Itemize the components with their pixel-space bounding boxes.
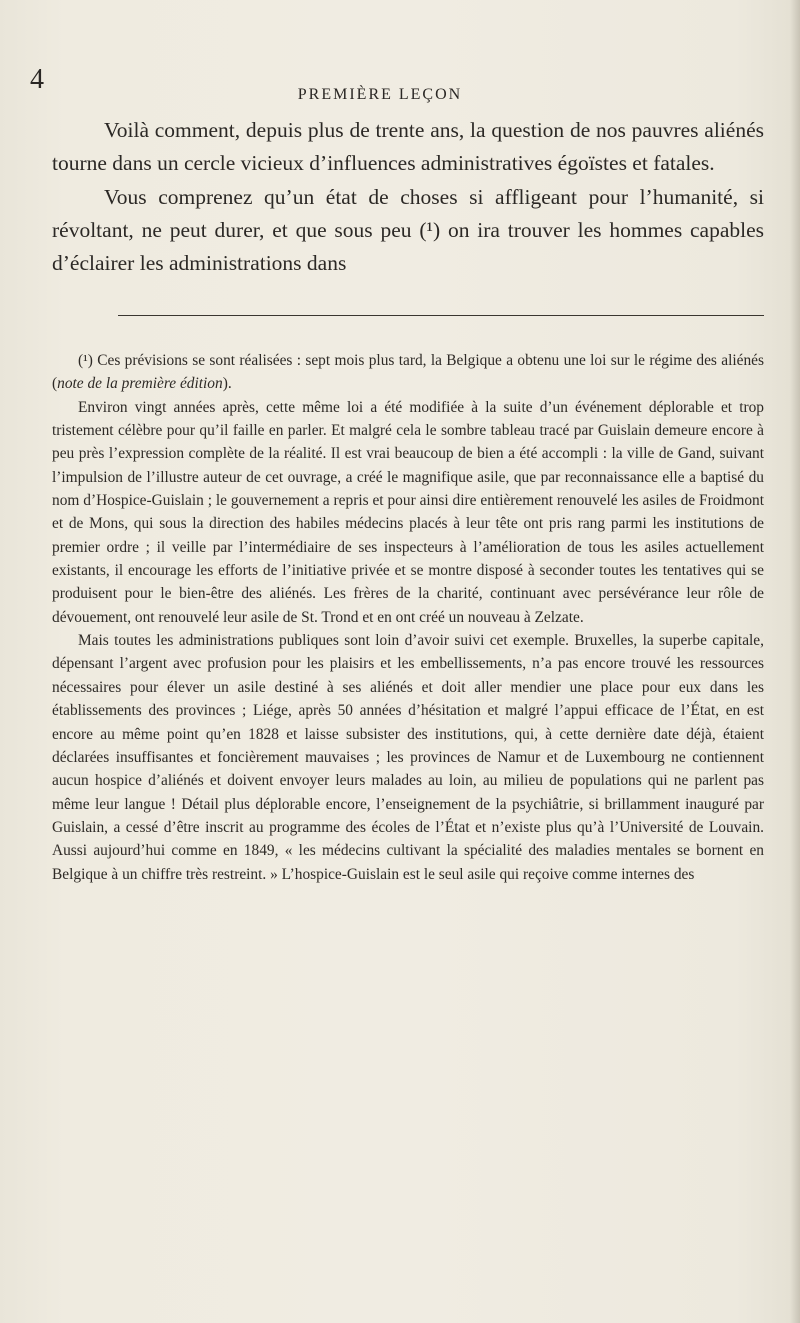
body-paragraph-2-end: on ira trouver les hommes capables d’éclairer les administrations dans — [52, 217, 765, 276]
running-head: PREMIÈRE LEÇON — [297, 86, 463, 103]
body-paragraph-1: Voilà comment, depuis plus de trente ans, la question de nos pauvres aliénés tourne dans un cercle vicieux d’influences administratives égoïstes et fatales. — [52, 118, 764, 176]
footnote-paragraph-1 — [52, 349, 764, 396]
footnote-paragraph-2: Environ vingt années après, cette même loi a été modifiée à la suite d’un événement déplorable et trop tristement célèbre pour qu’il faille en parler. Et malgré cela le sombre tableau tracé par Guislain demeure encore à peu près l’expression complète de la réalité. Il est vrai beaucoup de bien a été accompli : la ville de Gand, suivant l’impulsion de l’illustre auteur de cet ouvrage, a créé le magnifique asile, que par reconnaissance elle a baptisé du nom d’Hospice-Guislain ; le gouvernement a repris et pour ainsi dire entièrement renouvelé les asiles de Froidmont et de Mons, qui sous la direction des habiles médecins placés à leur tête ont pris rang parmi les institutions de premier ordre ; il veille par l’intermédiaire de ses inspecteurs à l’amélioration de tous les asiles actuellement existants, il encourage les efforts de l’initiative privée et se montre disposé à seconder toutes les tentatives qui se produisent pour le bien-être des aliénés. Les frères de la charité, continuant avec persévérance leur rôle de dévouement, ont renouvelé leur asile de St. Trond et en ont créé un nouveau à Zelzate. — [52, 398, 764, 626]
footnote-edition-note: note de la première édition — [57, 375, 223, 393]
body-paragraph-2-start: Vous comprenez qu’un état de choses si affligeant pour l’humanité, si révoltant, ne peut durer, et que sous peu — [52, 184, 764, 242]
footnote-text-1a: Ces prévisions se sont réalisées : sept mois plus tard, la Belgique a obtenu une loi sur le régime des aliénés ( — [52, 352, 764, 393]
footnote-marker: (¹) — [78, 352, 93, 369]
page-number: 4 — [30, 64, 44, 95]
main-text — [52, 114, 764, 280]
footnote-text-1b: ). — [222, 375, 232, 393]
footnote-separator — [118, 315, 764, 316]
footnote-paragraph-3: Mais toutes les administrations publiques sont loin d’avoir suivi cet exemple. Bruxelles, la superbe capitale, dépensant l’argent avec profusion pour les plaisirs et les embellissements, n’a pas encore trouvé les ressources nécessaires pour élever un asile destiné à ses aliénés et doit aller mendier une place pour eux dans les établissements des provinces ; Liége, après 50 années d’hésitation et malgré l’appui efficace de l’État, en est encore au même point qu’en 1828 et laisse subsister des institutions, qui, à cette dernière date déjà, étaient déclarées insuffisantes et foncièrement mauvaises ; les provinces de Namur et de Luxembourg ne contiennent aucun hospice d’aliénés et doivent envoyer leurs malades au loin, au milieu de populations qui ne parlent pas même leur langue ! Détail plus déplorable encore, l’enseignement de la psychiâtrie, si brillamment inauguré par Guislain, a cessé d’être inscrit au programme des écoles de l’État et n’existe plus qu’à l’Université de Louvain. Aussi aujourd’hui comme en 1849, « les médecins cultivant la spécialité des maladies mentales se bornent en Belgique à un chiffre très restreint. » L’hospice-Guislain est le seul asile qui reçoive comme internes des — [52, 632, 764, 883]
footnote-reference: (¹) — [419, 217, 441, 242]
body-paragraph-2 — [52, 181, 764, 281]
page-edge-shadow — [790, 0, 800, 1323]
footnote-block — [52, 349, 764, 886]
